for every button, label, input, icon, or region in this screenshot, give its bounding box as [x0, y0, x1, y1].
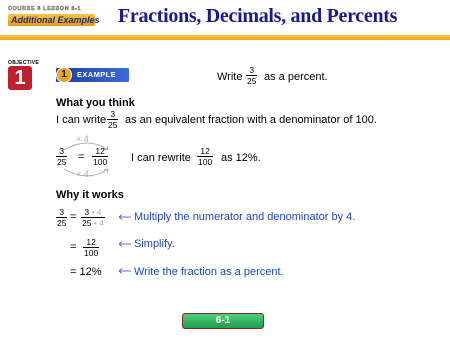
times-four-bottom: × 4 [76, 169, 89, 179]
denominator-multiplier: • 4 [91, 218, 104, 228]
left-arrow-icon [118, 268, 132, 274]
fraction-numerator: 3 [110, 109, 116, 119]
eq-right-fraction [92, 146, 108, 167]
step3-result: = 12% [70, 266, 102, 278]
prompt-fraction [246, 65, 257, 86]
left-arrow-icon [118, 241, 132, 247]
fraction-numerator: 3 [59, 207, 65, 217]
objective-number-badge: 1 [8, 66, 32, 90]
fraction-denominator: 25 [108, 120, 118, 130]
step1-left-fraction [56, 207, 67, 228]
numerator-value: 3 [84, 207, 90, 217]
fraction-numerator: 12 [86, 237, 96, 247]
left-arrow-icon [118, 214, 132, 220]
page-title: Fractions, Decimals, and Percents [118, 5, 398, 27]
step1-note: Multiply the numerator and denominator by 4. [134, 211, 356, 223]
fraction-numerator: 3 [249, 65, 255, 75]
prompt-write: Write [217, 71, 243, 83]
objective-label: OBJECTIVE [8, 60, 40, 66]
think-line1-fraction [107, 109, 118, 130]
step1-right-fraction [81, 207, 105, 228]
additional-examples-badge: Additional Examples [8, 14, 95, 26]
rewrite-pre: I can rewrite [131, 152, 191, 164]
prompt-text: as a percent. [264, 71, 328, 83]
fraction-numerator: 12 [200, 146, 210, 156]
rewrite-fraction [197, 146, 213, 167]
eq-left-fraction [56, 146, 67, 167]
fraction-denominator: 100 [84, 248, 99, 258]
why-it-works-heading: Why it works [56, 189, 124, 201]
course-lesson-label: COURSE 3 LESSON 6-1 [8, 6, 82, 12]
step3-note: Write the fraction as a percent. [134, 266, 284, 278]
think-line1-pre: I can write [56, 114, 107, 126]
fraction-numerator: 3 [59, 146, 65, 156]
fraction-numerator: 12 [95, 146, 105, 156]
step1-equals: = [70, 211, 77, 223]
example-number: 1 [56, 67, 72, 83]
fraction-denominator: 25 [57, 218, 67, 228]
denominator-value: 25 [82, 218, 92, 228]
fraction-denominator [81, 217, 105, 228]
what-you-think-heading: What you think [56, 97, 135, 109]
think-line1-post: as an equivalent fraction with a denominator of 100. [125, 114, 377, 126]
step2-equals: = [70, 241, 77, 253]
fraction-denominator: 100 [93, 157, 108, 167]
example-label: EXAMPLE [77, 70, 117, 79]
step2-note: Simplify. [134, 238, 175, 250]
fraction-denominator: 100 [198, 157, 213, 167]
fraction-numerator [81, 207, 105, 217]
title-divider [0, 35, 450, 40]
lesson-nav-button[interactable]: 6-1 [182, 313, 264, 329]
rewrite-post: as 12%. [221, 152, 261, 164]
times-four-top: × 4 [76, 134, 89, 144]
numerator-multiplier: • 4 [89, 207, 102, 217]
fraction-denominator: 25 [57, 157, 67, 167]
fraction-denominator: 25 [247, 76, 257, 86]
eq-equals: = [78, 151, 85, 163]
step2-fraction [83, 237, 99, 258]
